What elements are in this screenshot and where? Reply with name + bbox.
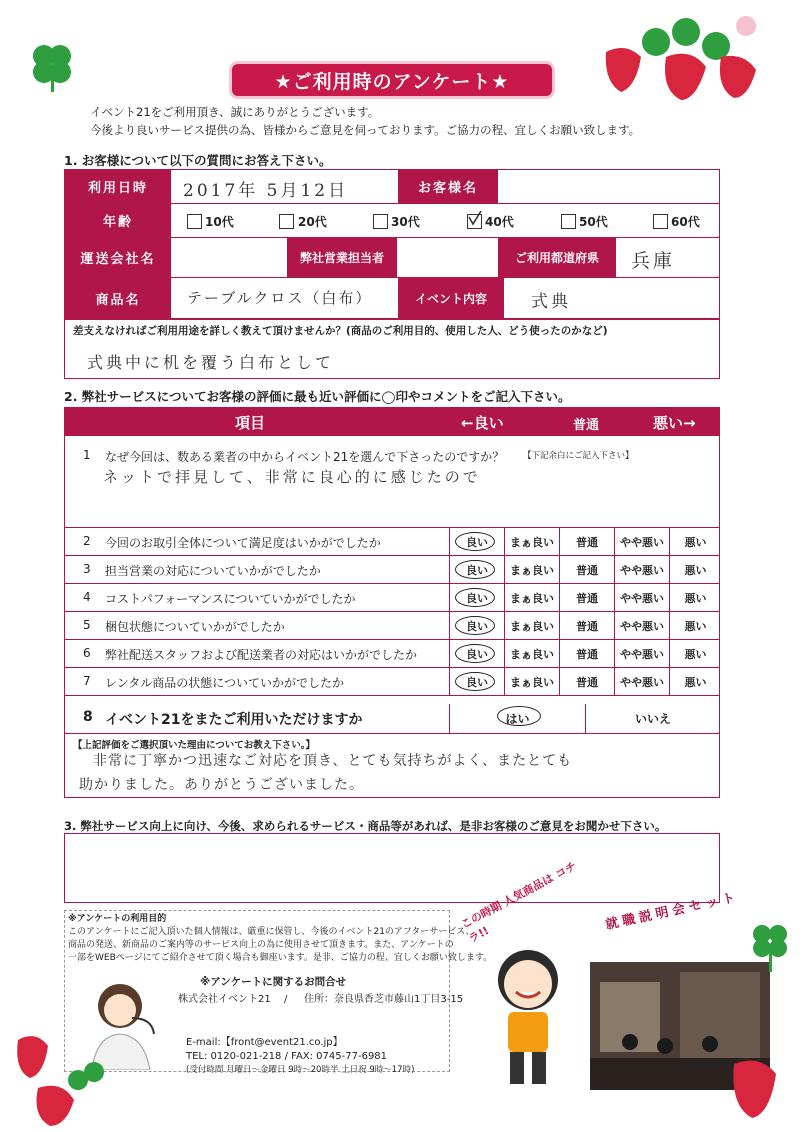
q5-option-4[interactable]: やや悪い [614, 612, 669, 639]
contact-email[interactable]: E-mail:【front@event21.co.jp】 [186, 1037, 343, 1048]
row-shipping [65, 238, 719, 278]
q5-option-1[interactable]: 良い [449, 612, 504, 639]
row-product [65, 278, 719, 319]
clover-icon [22, 36, 82, 96]
question-6 [65, 640, 719, 668]
q6-selected-circle [455, 644, 495, 663]
q1-num: 1 [83, 448, 91, 462]
q6-num: 6 [83, 646, 91, 660]
q4-option-4[interactable]: やや悪い [614, 584, 669, 611]
head-bad: 悪い→ [653, 414, 696, 432]
page-title: ★ご利用時のアンケート★ [232, 64, 552, 96]
q2-option-3[interactable]: 普通 [559, 528, 614, 555]
q2-option-2[interactable]: まぁ良い [504, 528, 559, 555]
footer-purpose-line-1: このアンケートにご記入頂いた個人情報は、厳重に保管し、今後のイベント21のアフターサービス、 [68, 927, 475, 937]
evaluation-header [65, 408, 719, 436]
q4-selected-circle [455, 588, 495, 607]
pref-value[interactable]: 兵庫 [631, 250, 676, 272]
intro-line-2: 今後より良いサービス提供の為、皆様からご意見を伺っております。ご協力の程、宜しくお願い致します。 [90, 123, 641, 137]
q7-option-5[interactable]: 悪い [669, 668, 721, 695]
q3-option-4[interactable]: やや悪い [614, 556, 669, 583]
reason-line-2[interactable]: 助かりました。ありがとうございました。 [79, 777, 364, 793]
q3-option-5[interactable]: 悪い [669, 556, 721, 583]
q7-option-3[interactable]: 普通 [559, 668, 614, 695]
q2-option-5[interactable]: 悪い [669, 528, 721, 555]
q4-text: コストパフォーマンスについていかがでしたか [105, 592, 356, 606]
q7-option-4[interactable]: やや悪い [614, 668, 669, 695]
q2-option-1[interactable]: 良い [449, 528, 504, 555]
q5-option-2[interactable]: まぁ良い [504, 612, 559, 639]
q8-text: イベント21をまたご利用いただけますか [105, 712, 363, 728]
q2-num: 2 [83, 534, 91, 548]
clover-icon [746, 916, 796, 976]
age-40s-label: 40代 [485, 215, 514, 229]
company-name: 株式会社イベント21 [178, 994, 271, 1005]
footer-purpose-line-2: 商品の発送、新商品のご案内等のサービス向上の為に使用させて頂きます。また、アンケートの [68, 940, 454, 950]
q6-option-3[interactable]: 普通 [559, 640, 614, 667]
age-10s-checkbox[interactable] [187, 214, 202, 229]
q6-option-5[interactable]: 悪い [669, 640, 721, 667]
age-10s-label: 10代 [205, 215, 234, 229]
q4-num: 4 [83, 590, 91, 604]
separator: / [284, 994, 288, 1005]
q5-selected-circle [455, 616, 495, 635]
contact-hours: (受付時間 月曜日～金曜日 9時～20時半 土日祝 9時～17時) [186, 1065, 415, 1075]
section3-title: 3. 弊社サービス向上に向け、今後、求められるサービス・商品等があれば、是非お客様のご意見をお聞かせ下さい。 [64, 819, 667, 833]
reason-label: 【上記評価をご選択頂いた理由についてお教え下さい。】 [73, 740, 316, 751]
q4-option-3[interactable]: 普通 [559, 584, 614, 611]
contact-tel: TEL: 0120-021-218 / FAX: 0745-77-6981 [186, 1051, 388, 1062]
purpose-question: 差支えなければご利用用途を詳しく教えて頂けませんか？(商品のご利用目的、使用した人、どう使ったのかなど) [73, 325, 608, 337]
age-60s-checkbox[interactable] [653, 214, 668, 229]
q4-option-1[interactable]: 良い [449, 584, 504, 611]
head-item: 項目 [235, 414, 266, 432]
question-8 [65, 704, 719, 734]
q8-num: 8 [83, 709, 93, 725]
age-60s-label: 60代 [671, 215, 700, 229]
reason-line-1[interactable]: 非常に丁寧かつ迅速なご対応を頂き、とても気持ちがよく、またとても [93, 753, 573, 769]
product-label: 商品名 [65, 278, 171, 319]
question-5 [65, 612, 719, 640]
q2-selected-circle [455, 532, 495, 551]
intro-line-1: イベント21をご利用頂き、誠にありがとうございます。 [90, 105, 380, 119]
q3-num: 3 [83, 562, 91, 576]
q6-option-4[interactable]: やや悪い [614, 640, 669, 667]
age-50s-label: 50代 [579, 215, 608, 229]
contact-title: ※アンケートに関するお問合せ [200, 976, 347, 988]
q6-option-1[interactable]: 良い [449, 640, 504, 667]
age-30s-checkbox[interactable] [373, 214, 388, 229]
question-4 [65, 584, 719, 612]
q7-option-1[interactable]: 良い [449, 668, 504, 695]
question-2 [65, 528, 719, 556]
footer-purpose-title: ※アンケートの利用目的 [68, 914, 167, 924]
age-20s-label: 20代 [298, 215, 327, 229]
staff-label: 弊社営業担当者 [287, 238, 397, 277]
q3-option-3[interactable]: 普通 [559, 556, 614, 583]
q5-option-3[interactable]: 普通 [559, 612, 614, 639]
age-40s-checkbox[interactable] [467, 214, 482, 229]
customer-name-field[interactable] [498, 170, 720, 203]
q1-text: なぜ今回は、数ある業者の中からイベント21を選んで下さったのですか？ [105, 450, 505, 464]
q2-text: 今回のお取引全体について満足度はいかがでしたか [105, 536, 381, 550]
q3-option-1[interactable]: 良い [449, 556, 504, 583]
use-date-label: 利用日時 [65, 170, 171, 203]
head-good: ←良い [461, 414, 504, 432]
q5-text: 梱包状態についていかがでしたか [105, 620, 285, 634]
q3-option-2[interactable]: まぁ良い [504, 556, 559, 583]
strawberry-icon [8, 1010, 128, 1128]
q8-no[interactable]: いいえ [585, 704, 720, 733]
row-use-date [65, 170, 719, 204]
q3-selected-circle [455, 560, 495, 579]
q7-selected-circle [455, 672, 495, 691]
age-50s-checkbox[interactable] [561, 214, 576, 229]
purpose-box [64, 319, 720, 379]
event-label: イベント内容 [398, 278, 504, 319]
q6-option-2[interactable]: まぁ良い [504, 640, 559, 667]
strawberry-icon [724, 1044, 794, 1124]
section2-title: 2. 弊社サービスについてお客様の評価に最も近い評価に◯印やコメントをご記入下さい。 [64, 389, 571, 404]
mascot-illustration [478, 940, 578, 1090]
shipping-label: 運送会社名 [65, 238, 171, 277]
q7-num: 7 [83, 674, 91, 688]
use-date-value[interactable]: 2017年 5月12日 [183, 181, 349, 201]
q6-text: 弊社配送スタッフおよび配送業者の対応はいかがでしたか [105, 648, 418, 662]
company-address: 住所：奈良県香芝市藤山1丁目3-15 [304, 994, 464, 1005]
strawberry-icon [596, 12, 766, 102]
q7-text: レンタル商品の状態についていかがでしたか [105, 676, 344, 690]
q1-answer[interactable]: ネットで拝見して、非常に良心的に感じたので [103, 468, 481, 486]
head-normal: 普通 [573, 418, 600, 433]
q1-note: 【下記余白にご記入下さい】 [523, 451, 634, 461]
popular-text: この時期 人気商品は コチラ!! [458, 859, 579, 946]
age-20s-checkbox[interactable] [279, 214, 294, 229]
section1-title: 1. お客様について以下の質問にお答え下さい。 [64, 153, 332, 168]
age-label: 年齢 [65, 204, 171, 237]
q5-option-5[interactable]: 悪い [669, 612, 721, 639]
evaluation-table [64, 407, 720, 798]
question-7 [65, 668, 719, 696]
age-30s-label: 30代 [391, 215, 420, 229]
q3-text: 担当営業の対応についていかがでしたか [105, 564, 321, 578]
check-mark-icon [467, 211, 483, 227]
q4-option-2[interactable]: まぁ良い [504, 584, 559, 611]
row-age [65, 204, 719, 238]
q8-yes-circle [497, 706, 541, 726]
footer-purpose-line-3: 一部をWEBページにてご紹介させて頂く場合も御座います。是非、ご協力の程、宜しくお願い致します。 [68, 953, 493, 963]
customer-info-table [64, 169, 720, 319]
pref-label: ご利用都道府県 [498, 238, 616, 277]
set-text: 就職説明会セット [604, 889, 741, 933]
event-value[interactable]: 式典 [531, 292, 571, 312]
q2-option-4[interactable]: やや悪い [614, 528, 669, 555]
product-value[interactable]: テーブルクロス（白布） [187, 289, 373, 307]
section3-input-box[interactable] [64, 833, 720, 903]
q8-yes[interactable]: はい [449, 704, 585, 733]
reason-box [65, 734, 719, 798]
q5-num: 5 [83, 618, 91, 632]
q4-option-5[interactable]: 悪い [669, 584, 721, 611]
purpose-answer[interactable]: 式典中に机を覆う白布として [87, 353, 335, 372]
question-1 [65, 436, 719, 528]
customer-name-label: お客様名 [398, 170, 498, 203]
question-3 [65, 556, 719, 584]
q7-option-2[interactable]: まぁ良い [504, 668, 559, 695]
